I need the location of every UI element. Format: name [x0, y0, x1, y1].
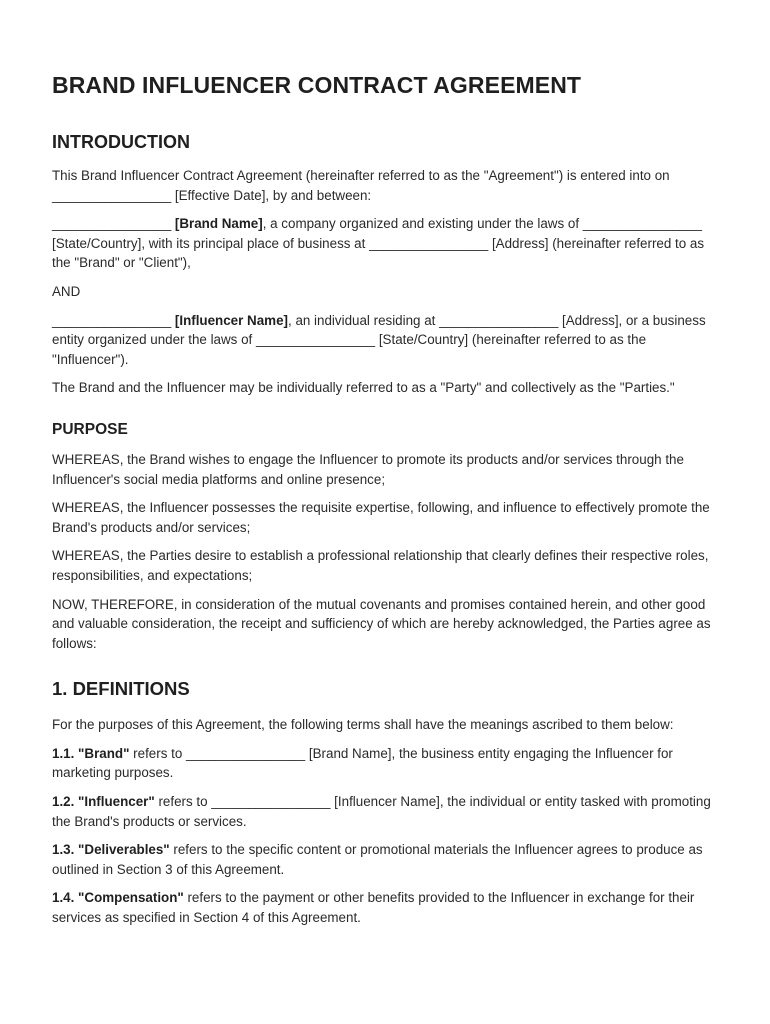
definitions-heading: 1. DEFINITIONS: [52, 678, 190, 700]
document-title: BRAND INFLUENCER CONTRACT AGREEMENT: [52, 72, 582, 98]
brand-party-paragraph: [52, 214, 724, 273]
purpose-heading: PURPOSE: [52, 420, 128, 438]
influencer-name-label: [Influencer Name]: [174, 312, 288, 328]
whereas-paragraph-1: WHEREAS, the Brand wishes to engage the Influencer to promote its products and/or services through the Influencer's social media platforms and online presence;: [52, 451, 684, 487]
and-separator: AND: [52, 283, 81, 299]
definition-term: 1.3. "Deliverables": [52, 842, 170, 858]
definition-text: refers to ________________ [Influencer Name], the individual or entity tasked with promoting the Brand's products or services.: [52, 794, 711, 829]
influencer-party-paragraph: [52, 311, 724, 370]
introduction-heading: INTRODUCTION: [52, 132, 190, 152]
parties-paragraph: The Brand and the Influencer may be individually referred to as a "Party" and collectively as the "Parties.": [52, 380, 675, 396]
definition-term: 1.1. "Brand": [52, 745, 130, 761]
brand-blank: ________________: [52, 216, 172, 232]
definitions-intro: For the purposes of this Agreement, the following terms shall have the meanings ascribed to them below:: [52, 717, 674, 733]
whereas-paragraph-3: WHEREAS, the Parties desire to establish a professional relationship that clearly defines their respective roles, responsibilities, and expectations;: [52, 548, 709, 583]
definition-item: [52, 792, 724, 831]
influencer-blank: ________________: [52, 312, 172, 328]
definition-term: 1.4. "Compensation": [52, 890, 184, 906]
influencer-party-text: , an individual residing at ________________ [Address], or a business entity organized under the laws of ________________ [State/Country] (hereinafter referred to as the "Influencer").: [52, 312, 706, 367]
now-therefore-paragraph: NOW, THEREFORE, in consideration of the mutual covenants and promises contained herein, and other good and valuable consideration, the receipt and sufficiency of which are hereby acknowledged, the Parties agree as follows:: [52, 596, 711, 651]
definition-item: [52, 744, 724, 783]
whereas-paragraph-2: WHEREAS, the Influencer possesses the requisite expertise, following, and influence to effectively promote the Brand's products and/or services;: [52, 500, 710, 535]
document-page: [52, 70, 724, 937]
definition-text: refers to the specific content or promotional materials the Influencer agrees to produce as outlined in Section 3 of this Agreement.: [52, 842, 703, 877]
definition-item: [52, 888, 724, 927]
brand-party-text: , a company organized and existing under the laws of ________________ [State/Country], with its principal place of business at ________________ [Address] (hereinafter referred to as the "Brand" or "Client"),: [52, 216, 705, 271]
brand-name-label: [Brand Name]: [174, 216, 263, 232]
definition-term: 1.2. "Influencer": [52, 794, 155, 810]
definition-item: [52, 840, 724, 879]
intro-paragraph: This Brand Influencer Contract Agreement (hereinafter referred to as the "Agreement") is entered into on ________________ [Effective Date], by and between:: [52, 168, 670, 203]
definition-text: refers to ________________ [Brand Name], the business entity engaging the Influencer for marketing purposes.: [52, 745, 673, 781]
definition-text: refers to the payment or other benefits provided to the Influencer in exchange for their services as specified in Section 4 of this Agreement.: [52, 890, 695, 926]
